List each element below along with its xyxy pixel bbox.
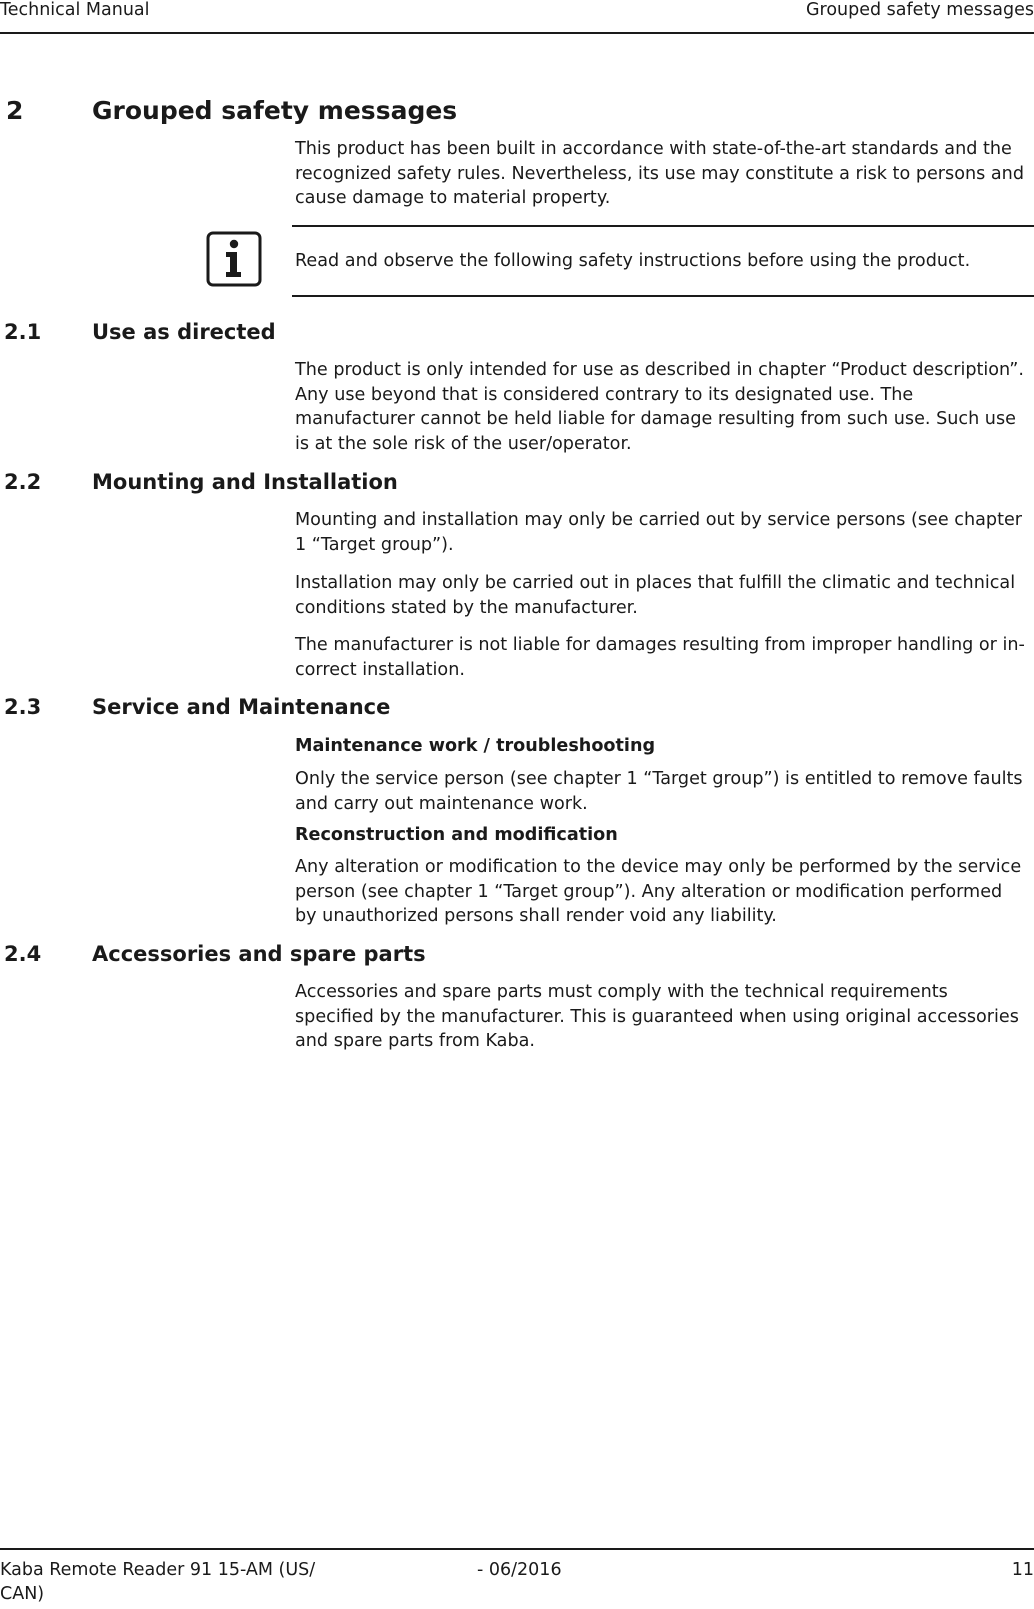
header-right: Grouped safety messages [805, 0, 1034, 20]
paragraph-2-1: The product is only intended for use as described in chapter “Product description”. Any use beyond that is considered contrary to its designated use. The manufacturer cannot be held liable for damage resulting from such use. Such use is at the sole risk of the user/operator. [295, 360, 1024, 454]
header-left: Technical Manual [0, 0, 150, 20]
subsection-number: 2.2 [4, 470, 42, 494]
paragraph-2-2-b: Installation may only be carried out in places that fulfill the climatic and technical conditions stated by the manufacturer. [295, 573, 1016, 618]
section-intro: This product has been built in accordance with state-of-the-art standards and the recognized safety rules. Nevertheless, its use may constitute a risk to persons and cause damage to material property. [295, 139, 1024, 208]
section-title: Grouped safety messages [92, 96, 458, 125]
subsection-title: Accessories and spare parts [92, 942, 426, 966]
subsection-title: Service and Maintenance [92, 695, 391, 719]
page-number: 11 [1011, 1560, 1034, 1580]
subsection-number: 2.1 [4, 320, 42, 344]
subsection-number: 2.4 [4, 942, 42, 966]
paragraph-2-3-a: Only the service person (see chapter 1 “Target group”) is entitled to remove faults and carry out maintenance work. [295, 769, 1023, 814]
paragraph-2-3-b: Any alteration or modification to the device may only be performed by the service person (see chapter 1 “Target group”). Any alteration or modification performed by unauthorized persons shall render void any liability. [295, 857, 1022, 926]
page-footer [0, 1548, 1034, 1604]
subsection-number: 2.3 [4, 695, 42, 719]
section-number: 2 [6, 96, 24, 125]
footer-date: - 06/2016 [477, 1560, 562, 1580]
subsection-title: Use as directed [92, 320, 276, 344]
note-bottom-rule [292, 295, 1034, 297]
page-header [0, 0, 1034, 34]
subsection-title: Mounting and Installation [92, 470, 398, 494]
note-text: Read and observe the following safety instructions before using the product. [295, 251, 971, 271]
subheading-maintenance: Maintenance work / troubleshooting [295, 736, 656, 756]
footer-product: Kaba Remote Reader 91 15-AM (US/ CAN) [0, 1560, 316, 1604]
info-icon [206, 231, 262, 287]
subheading-reconstruction: Reconstruction and modification [295, 825, 618, 845]
note-top-rule [292, 225, 1034, 227]
paragraph-2-4: Accessories and spare parts must comply with the technical requirements specified by the manufacturer. This is guaranteed when using original accessories and spare parts from Kaba. [295, 982, 1019, 1051]
paragraph-2-2-c: The manufacturer is not liable for damages resulting from improper handling or in-correct installation. [295, 635, 1025, 680]
paragraph-2-2-a: Mounting and installation may only be carried out by service persons (see chapter 1 “Target group”). [295, 510, 1023, 555]
